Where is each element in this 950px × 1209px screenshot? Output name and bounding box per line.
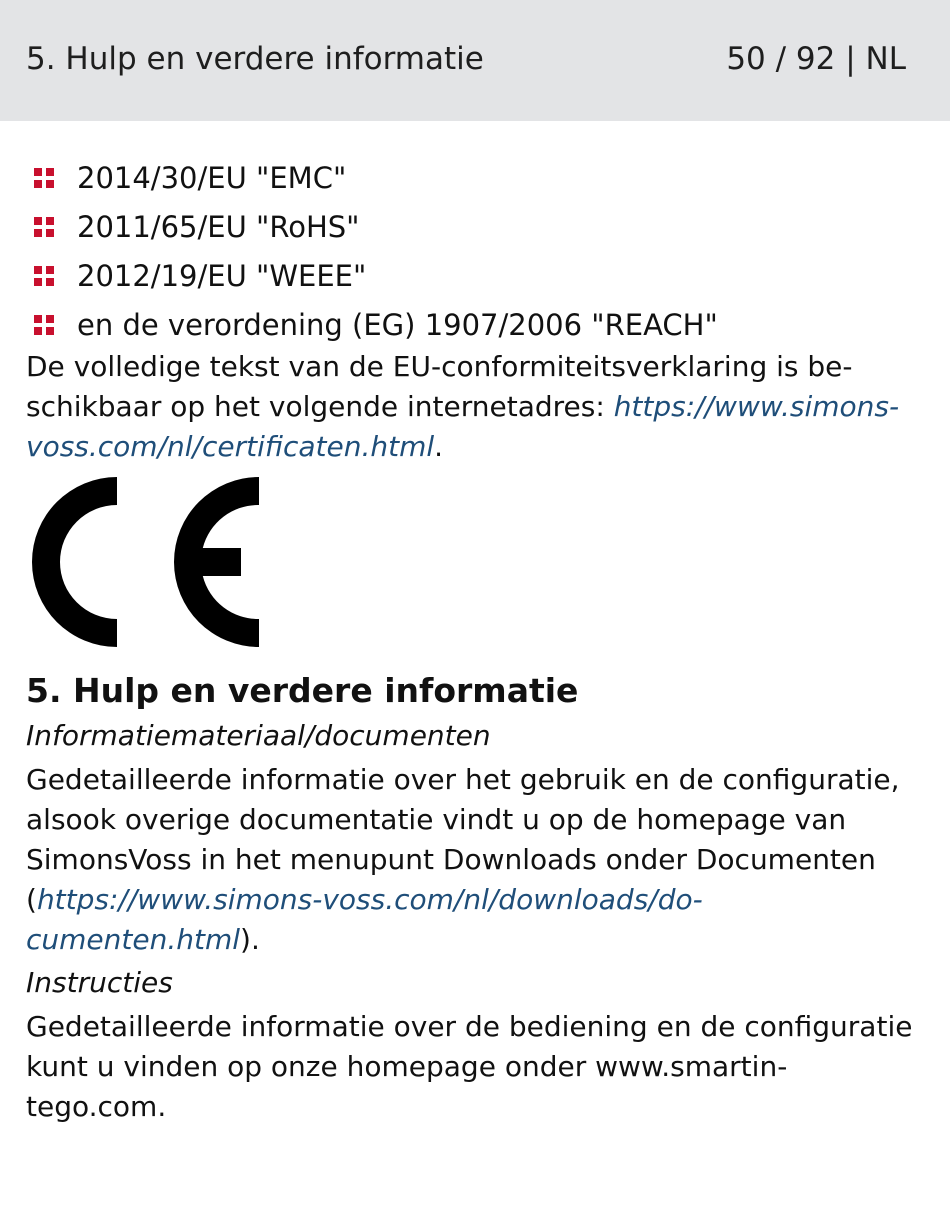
bullet-icon (34, 315, 54, 335)
bullet-icon (34, 217, 54, 237)
info-paragraph (26, 760, 916, 960)
ce-mark-icon (26, 477, 261, 647)
bullet-icon (34, 266, 54, 286)
page-indicator: 50 / 92 | NL (726, 41, 906, 77)
page-header (0, 0, 950, 121)
info-text: Gedetailleerde informatie over het gebruik en de configuratie, alsook overige documentatie vindt u op de homepage van SimonsVoss in het menupunt Downloads onder Documenten ( (26, 763, 900, 916)
directive-list (26, 154, 916, 350)
section-title: 5. Hulp en verdere informatie (26, 671, 579, 710)
document-content (26, 154, 916, 1127)
directive-text: en de verordening (EG) 1907/2006 "REACH" (77, 308, 718, 342)
instructions-heading: Instructies (26, 966, 173, 999)
declaration-text-end: . (434, 430, 444, 463)
declaration-paragraph (26, 347, 916, 467)
declaration-text: De volledige tekst van de EU-conformiteitsverklaring is beschikbaar op het volgende internetadres: (26, 350, 853, 423)
directive-text: 2014/30/EU "EMC" (77, 161, 347, 195)
directive-text: 2012/19/EU "WEEE" (77, 259, 367, 293)
certificates-link[interactable]: https://www.simons-voss.com/nl/certificaten.html (26, 390, 900, 463)
list-item (26, 203, 916, 252)
list-item (26, 301, 916, 350)
info-text-end: ). (240, 923, 260, 956)
list-item (26, 252, 916, 301)
header-title: 5. Hulp en verdere informatie (26, 41, 484, 77)
info-heading: Informatiemateriaal/documenten (26, 719, 491, 752)
documents-link[interactable]: https://www.simons-voss.com/nl/downloads/documenten.html (26, 883, 703, 956)
instructions-paragraph: Gedetailleerde informatie over de bediening en de configuratie kunt u vinden op onze homepage onder www.smartintego.com. (26, 1010, 913, 1123)
list-item (26, 154, 916, 203)
directive-text: 2011/65/EU "RoHS" (77, 210, 360, 244)
bullet-icon (34, 168, 54, 188)
